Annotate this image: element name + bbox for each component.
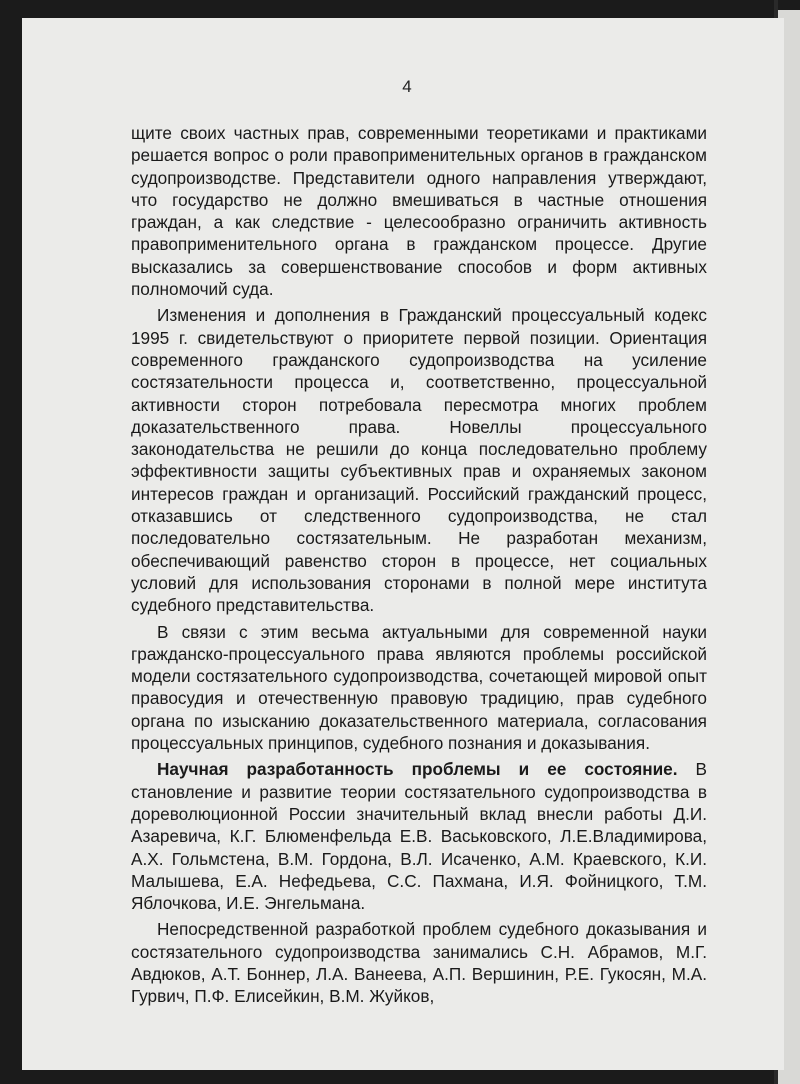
paragraph-3: В связи с этим весьма актуальными для современной науки гражданско-процессуального права являются проблемы российской модели состязательного судопроизводства, сочетающей мировой опыт правосудия и отечественную правовую традицию, прав судебного органа по изысканию доказательственного материала, согласования процессуальных принципов, судебного познания и доказывания. bbox=[131, 621, 707, 754]
paragraph-2: Изменения и дополнения в Гражданский процессуальный кодекс 1995 г. свидетельствуют о приоритете первой позиции. Ориентация современного гражданского судопроизводства на усиление состязательности процесса и, соответственно, процессуальной активности сторон потребовала пересмотра многих проблем доказательственного права. Новеллы процессуального законодательства не решили до конца последовательно проблему эффективности защиты субъективных прав и охраняемых законом интересов граждан и организаций. Российский гражданский процесс, отказавшись от следственного судопроизводства, не стал последовательно состязательным. Не разработан механизм, обеспечивающий равенство сторон в процессе, нет социальных условий для использования сторонами в полной мере института судебного представительства. bbox=[131, 305, 707, 616]
paragraph-1: щите своих частных прав, современными теоретиками и практиками решается вопрос о роли правоприменительных органов в гражданском судопроизводстве. Представители одного направления утверждают, что государство не должно вмешиваться в частные отношения граждан, а как следствие - целесообразно ограничить активность правоприменительного органа в гражданском процессе. Другие высказались за совершенствование способов и форм активных полномочий суда. bbox=[131, 123, 707, 300]
paragraph-5: Непосредственной разработкой проблем судебного доказывания и состязательного судопроизводства занимались С.Н. Абрамов, М.Г. Авдюков, А.Т. Боннер, Л.А. Ванеева, А.П. Вершинин, Р.Е. Гукосян, М.А. Гурвич, П.Ф. Елисейкин, В.М. Жуйков, bbox=[131, 919, 707, 1007]
section-heading: Научная разработанность проблемы и ее состояние. bbox=[157, 759, 678, 780]
page-number: 4 bbox=[402, 77, 412, 96]
body-text bbox=[131, 122, 707, 1008]
paragraph-4-text: В становление и развитие теории состязательного судопроизводства в дореволюционной России значительный вклад внесли работы Д.И. Азаревича, К.Г. Блюменфельда Е.В. Васьковского, Л.Е.Владимирова, А.Х. Гольмстена, В.М. Гордона, В.Л. Исаченко, А.М. Краевского, К.И. Малышева, Е.А. Нефедьева, С.С. Пахмана, И.Я. Фойницкого, Т.М. Яблочкова, И.Е. Энгельмана. bbox=[131, 759, 707, 914]
paragraph-4 bbox=[131, 758, 707, 914]
